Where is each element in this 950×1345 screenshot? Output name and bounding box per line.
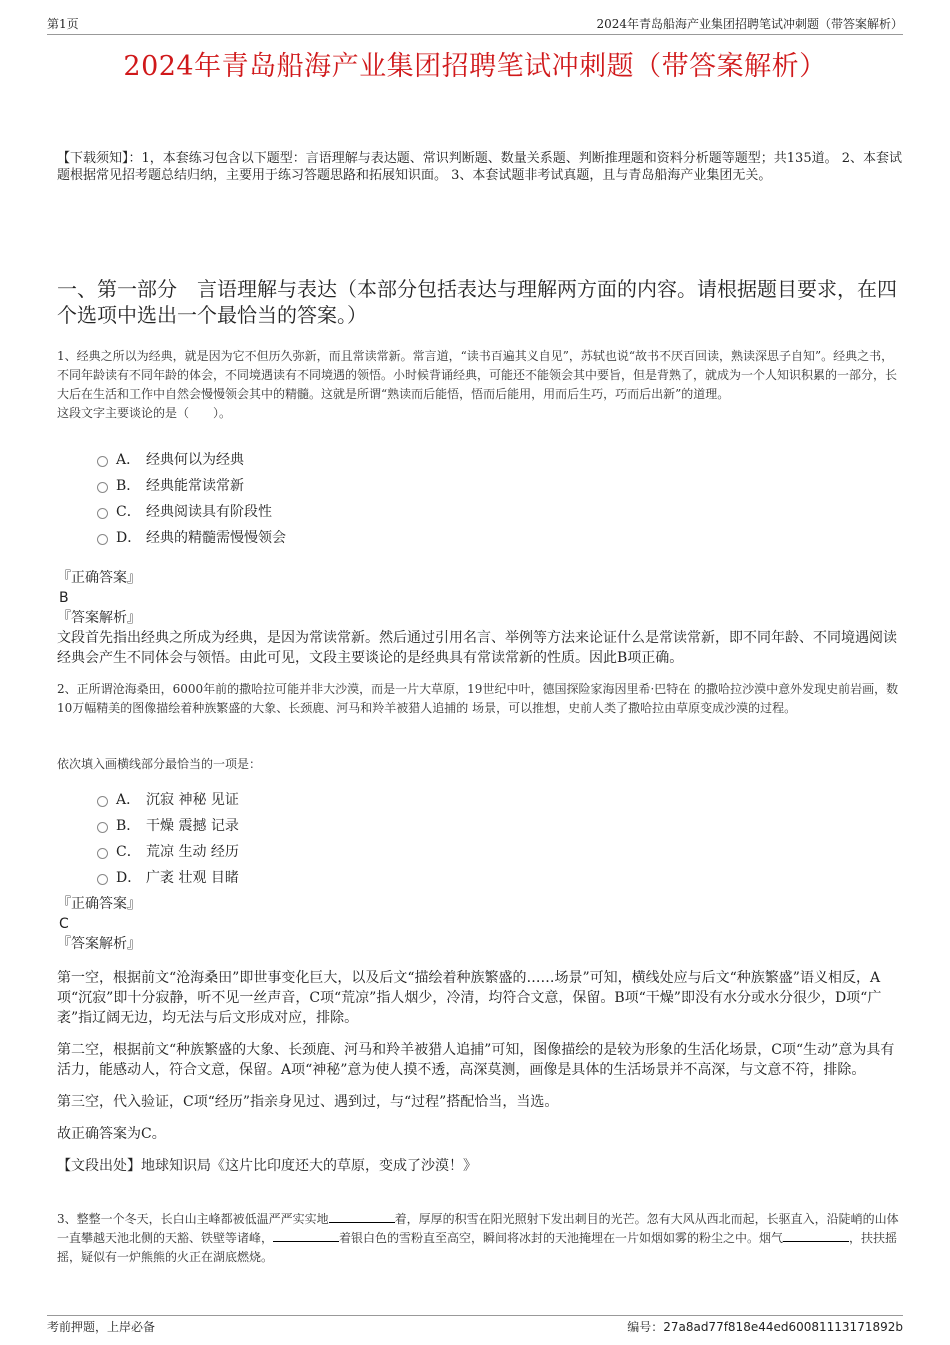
radio-icon[interactable] — [97, 508, 108, 519]
header-doc-title: 2024年青岛船海产业集团招聘笔试冲刺题（带答案解析） — [596, 17, 903, 31]
q1-analysis-label: 『答案解析』 — [57, 610, 141, 626]
q3-passage: 3、整整一个冬天，长白山主峰都被低温严严实实地 着，厚厚的积雪在阳光照射下发出刺目的光芒。忽有大风从西北而起，长驱直入，沿陡峭的山体一直攀越天池北侧的天豁、铁壁等诸峰， 着银白色的雪粉直至高空，瞬间将冰封的天池掩埋在一片如烟如雾的粉尘之中。烟气 ，扶扶摇摇，疑似有一炉熊熊的火正在湖底燃烧。 — [57, 1212, 899, 1264]
q1-text: 1、经典之所以为经典，就是因为它不但历久弥新，而且常读常新。常言道，“读书百遍其义自见”，苏轼也说“故书不厌百回读，熟读深思子自知”。经典之书，不同年龄读有不同年龄的体会，不同境遇读有不同境遇的领悟。小时候背诵经典，可能还不能领会其中要旨，但是背熟了，就成为一个人知识积累的一部分，长大后在生活和工作中自然会慢慢领会其中的精髓。这就是所谓“熟读而后能悟，悟而后能用，用而后生巧，巧而后出新”的道理。 — [57, 349, 898, 401]
blank-3 — [783, 1229, 849, 1242]
q2-option-d[interactable]: D． 广袤 壮观 目睹 — [97, 864, 239, 890]
q2-answer-label: 『正确答案』 — [57, 896, 141, 912]
radio-icon[interactable] — [97, 534, 108, 545]
page-header — [47, 14, 903, 35]
q1-option-a[interactable]: A． 经典何以为经典 — [97, 446, 286, 472]
q2-answer-block — [57, 894, 905, 954]
q2-question: 依次填入画横线部分最恰当的一项是： — [57, 757, 262, 771]
q2-analysis-p2: 第二空，根据前文“种族繁盛的大象、长颈鹿、河马和羚羊被猎人追捕”可知，图像描绘的是较为形象的生活化场景，C项“生动”意为具有活力，能感动人，符合文意，保留。A项“神秘”意为使人摸不透，高深莫测，画像是具体的生活场景并不高深，与文意不符，排除。 — [57, 1042, 895, 1078]
q2-answer: C — [59, 916, 69, 932]
q1-passage — [57, 347, 905, 423]
blank-2 — [273, 1229, 339, 1242]
q1-question: 这段文字主要谈论的是（ ）。 — [57, 406, 232, 420]
radio-icon[interactable] — [97, 456, 108, 467]
q2-analysis-p4: 故正确答案为C。 — [57, 1126, 166, 1142]
page-footer — [47, 1315, 903, 1335]
download-notice: 【下载须知】：1，本套练习包含以下题型：言语理解与表达题、常识判断题、数量关系题、判断推理题和资料分析题等题型；共135道。 2、本套试题根据常见招考题总结归纳，主要用于练习答题思路和拓展知识面。 3、本套试题非考试真题，且与青岛船海产业集团无关。 — [57, 151, 902, 183]
q2-analysis-label: 『答案解析』 — [57, 936, 141, 952]
q1-option-c[interactable]: C． 经典阅读具有阶段性 — [97, 498, 286, 524]
q2-option-a[interactable]: A． 沉寂 神秘 见证 — [97, 786, 239, 812]
radio-icon[interactable] — [97, 482, 108, 493]
q2-option-c[interactable]: C． 荒凉 生动 经历 — [97, 838, 239, 864]
blank-1 — [329, 1210, 395, 1223]
q1-options — [97, 446, 286, 550]
document-title: 2024年青岛船海产业集团招聘笔试冲刺题（带答案解析） — [123, 51, 827, 82]
q2-analysis-p1: 第一空，根据前文“沧海桑田”即世事变化巨大，以及后文“描绘着种族繁盛的……场景”可知，横线处应与后文“种族繁盛”语义相反，A项“沉寂”即十分寂静，听不见一丝声音，C项“荒凉”指人烟少，冷清，均符合文意，保留。B项“干燥”即没有水分或水分很少，D项“广袤”指辽阔无边，均无法与后文形成对应，排除。 — [57, 970, 882, 1026]
q1-answer-label: 『正确答案』 — [57, 570, 141, 586]
q2-options — [97, 786, 239, 890]
radio-icon[interactable] — [97, 796, 108, 807]
q1-analysis: 文段首先指出经典之所成为经典，是因为常读常新。然后通过引用名言、举例等方法来论证什么是常读常新，即不同年龄、不同境遇阅读经典会产生不同体会与领悟。由此可见，文段主要谈论的是经典具有常读常新的性质。因此B项正确。 — [57, 630, 897, 666]
q2-analysis — [57, 968, 905, 1188]
q1-option-b[interactable]: B． 经典能常读常新 — [97, 472, 286, 498]
q2-passage: 2、正所谓沧海桑田，6000年前的撒哈拉可能并非大沙漠，而是一片大草原，19世纪中叶，德国探险家海因里希·巴特在 的撒哈拉沙漠中意外发现史前岩画，数10万幅精美的图像描绘着种族繁盛的大象、长颈鹿、河马和羚羊被猎人追捕的 场景，可以推想，史前人类了撒哈拉由草原变成沙漠的过程。 — [57, 682, 899, 715]
q1-answer: B — [59, 590, 69, 606]
radio-icon[interactable] — [97, 874, 108, 885]
q2-source: 【文段出处】地球知识局《这片比印度还大的草原，变成了沙漠！》 — [57, 1158, 477, 1174]
page-number: 第1页 — [47, 17, 79, 31]
footer-code: 编号：27a8ad77f818e44ed60081113171892b — [627, 1320, 903, 1334]
q1-option-d[interactable]: D． 经典的精髓需慢慢领会 — [97, 524, 286, 550]
q2-option-b[interactable]: B． 干燥 震撼 记录 — [97, 812, 239, 838]
q1-answer-block — [57, 568, 905, 668]
q2-analysis-p3: 第三空，代入验证，C项“经历”指亲身见过、遇到过，与“过程”搭配恰当，当选。 — [57, 1094, 559, 1110]
radio-icon[interactable] — [97, 822, 108, 833]
radio-icon[interactable] — [97, 848, 108, 859]
section-heading: 一、第一部分 言语理解与表达（本部分包括表达与理解两方面的内容。请根据题目要求，在四个选项中选出一个最恰当的答案。） — [57, 277, 897, 327]
footer-slogan: 考前押题，上岸必备 — [47, 1320, 156, 1334]
